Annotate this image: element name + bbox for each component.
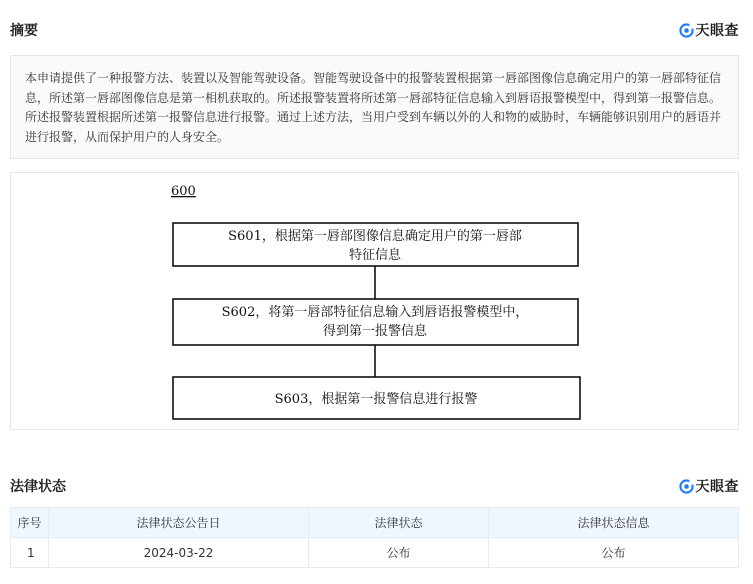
tianyancha-logo[interactable] xyxy=(679,20,740,40)
tianyancha-logo[interactable] xyxy=(679,476,740,496)
abstract-box xyxy=(10,55,739,159)
step-s601-line1: S601，根据第一唇部图像信息确定用户的第一唇部 xyxy=(228,229,522,244)
abstract-figure xyxy=(10,172,739,430)
legal-status-table xyxy=(10,507,739,568)
cell-index: 1 xyxy=(11,538,49,568)
col-header-info: 法律状态信息 xyxy=(489,508,739,538)
cell-date: 2024-03-22 xyxy=(49,538,309,568)
step-s601-line2: 特征信息 xyxy=(348,248,402,263)
step-s602-line1: S602，将第一唇部特征信息输入到唇语报警模型中， xyxy=(221,305,529,320)
tianyancha-eye-icon xyxy=(679,23,694,38)
col-header-date: 法律状态公告日 xyxy=(49,508,309,538)
abstract-text: 本申请提供了一种报警方法、装置以及智能驾驶设备。智能驾驶设备中的报警装置根据第一唇部图像信息确定用户的第一唇部特征信息，所述第一唇部图像信息是第一相机获取的。所述报警装置将所述第一唇部特征信息输入到唇语报警模型中，得到第一报警信息。所述报警装置根据所述第一报警信息进行报警。通过上述方法，当用户受到车辆以外的人和物的威胁时，车辆能够识别用户的唇语并进行报警，从而保护用户的人身安全。 xyxy=(25,71,722,144)
legal-header xyxy=(10,474,739,498)
cell-info: 公布 xyxy=(489,538,739,568)
brand-name: 天眼查 xyxy=(695,23,739,39)
brand-name: 天眼查 xyxy=(695,479,739,495)
abstract-title: 摘要 xyxy=(10,23,38,39)
figure-label: 600 xyxy=(171,184,196,199)
abstract-header xyxy=(10,18,739,42)
flowchart xyxy=(11,173,740,431)
cell-status: 公布 xyxy=(309,538,489,568)
table-header-row xyxy=(11,508,739,538)
legal-title: 法律状态 xyxy=(10,479,66,495)
table-row xyxy=(11,538,739,568)
step-s602-line2: 得到第一报警信息 xyxy=(322,324,428,339)
col-header-status: 法律状态 xyxy=(309,508,489,538)
tianyancha-eye-icon xyxy=(679,479,694,494)
col-header-index: 序号 xyxy=(11,508,49,538)
step-s603-line1: S603，根据第一报警信息进行报警 xyxy=(274,392,478,407)
